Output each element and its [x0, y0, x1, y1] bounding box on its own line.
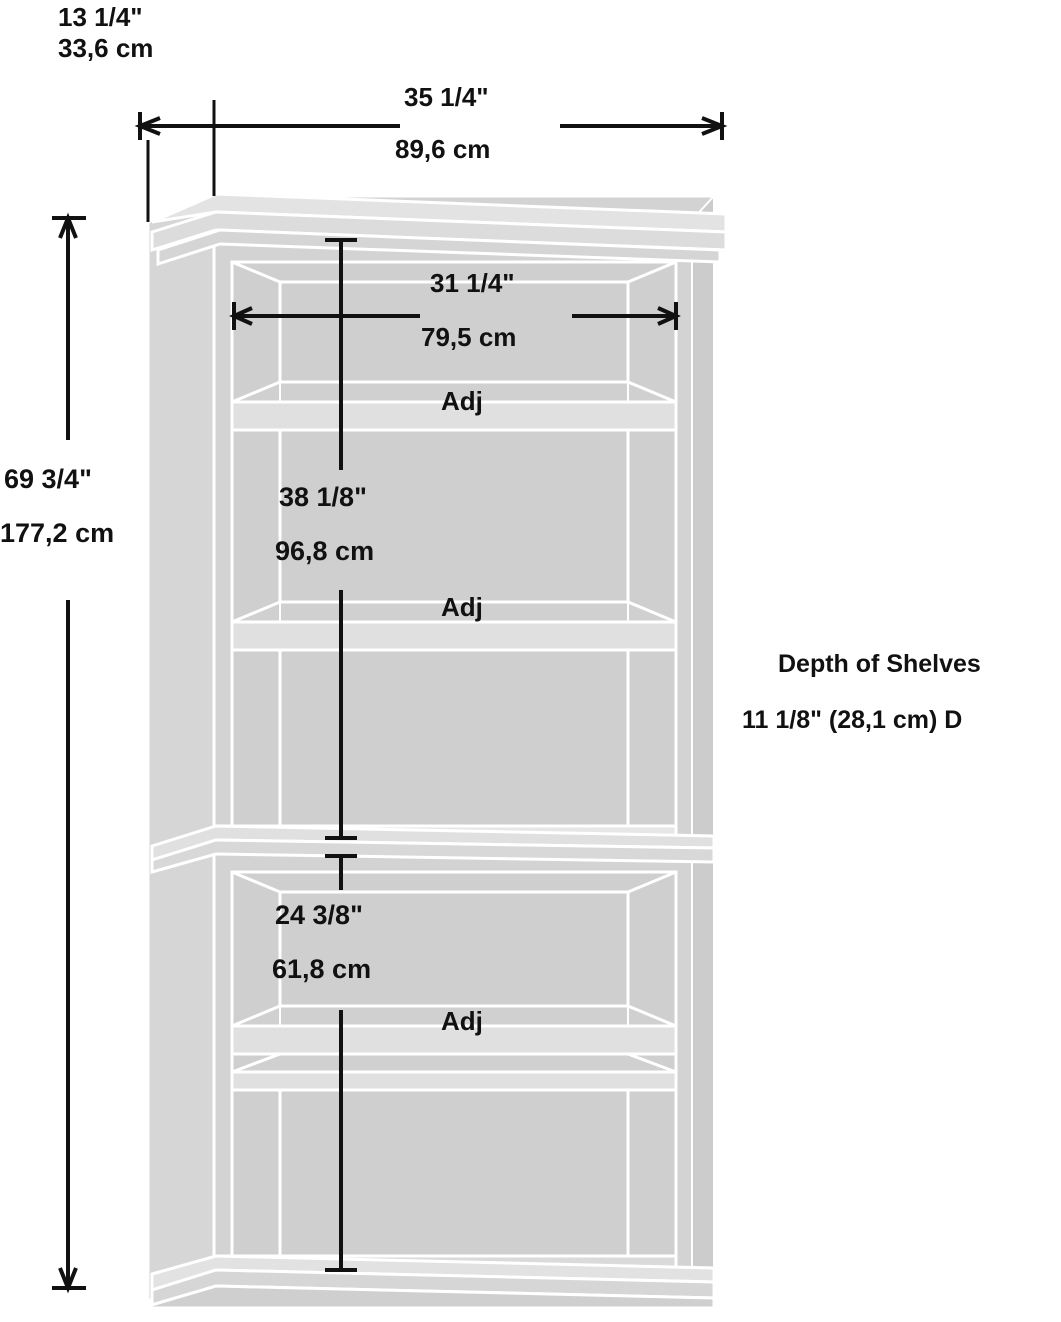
- upper-opening-cm: 96,8 cm: [275, 536, 375, 566]
- shelf-2-front: [232, 622, 676, 650]
- depth-of-shelves-value: 11 1/8" (28,1 cm) D: [742, 706, 963, 734]
- shelf-width-cm: 79,5 cm: [421, 322, 517, 352]
- shelf-width-inches: 31 1/4": [430, 268, 515, 298]
- adj-label-middle: Adj: [441, 592, 483, 622]
- overall-height-inches: 69 3/4": [4, 464, 92, 494]
- overall-width-cm: 89,6 cm: [395, 134, 491, 164]
- upper-opening-inches: 38 1/8": [279, 482, 367, 512]
- overall-height-cm: 177,2 cm: [0, 518, 115, 548]
- left-side-panel: [148, 196, 214, 1300]
- depth-of-shelves-title: Depth of Shelves: [778, 650, 981, 678]
- right-edge: [692, 196, 714, 1300]
- overall-depth-cm: 33,6 cm: [58, 32, 154, 63]
- shelf-4-top: [232, 1054, 676, 1072]
- shelf-4-front: [232, 1072, 676, 1090]
- lower-opening-cm: 61,8 cm: [272, 954, 372, 984]
- overall-width-inches: 35 1/4": [404, 82, 489, 112]
- overall-depth-inches: 13 1/4": [58, 2, 143, 32]
- adj-label-upper: Adj: [441, 386, 483, 416]
- bookcase-illustration: [148, 194, 726, 1308]
- overall-depth-label: [58, 2, 153, 63]
- lower-opening-inches: 24 3/8": [275, 900, 363, 930]
- adj-label-lower: Adj: [441, 1006, 483, 1036]
